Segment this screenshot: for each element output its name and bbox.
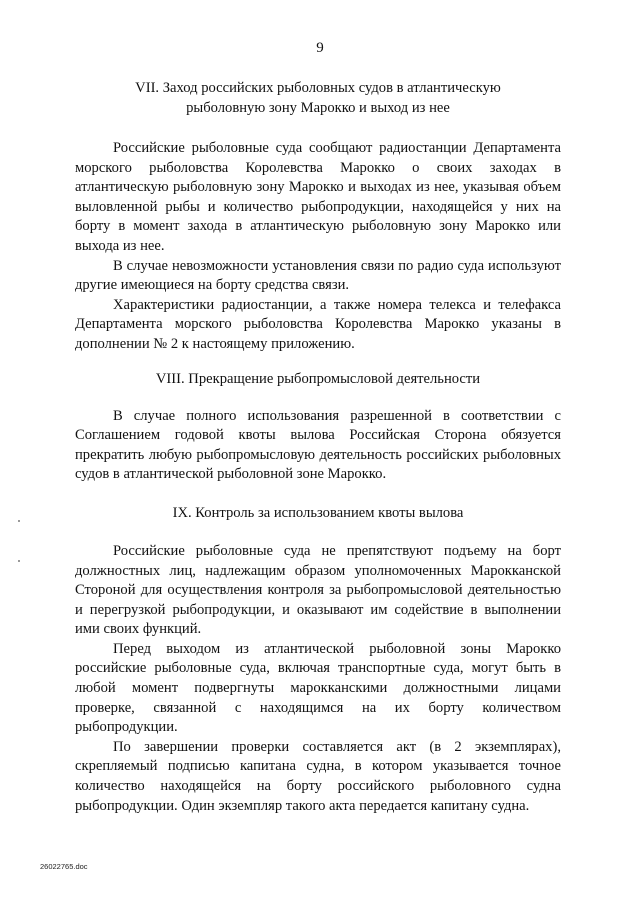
section-7-paragraph-1: Российские рыболовные суда сообщают радиостанции Департамента морского рыболовства Королевства Марокко о своих заходах в атлантическую рыболовную зону Марокко и выходах из нее, указывая объем выловленной рыбы и количество рыбопродукции, находящейся у них на борту в момент захода в атлантическую рыболовную зону Марокко или выхода из нее. — [75, 140, 561, 254]
page-number: 9 — [316, 40, 324, 56]
document-body — [75, 78, 561, 816]
section-9-title: IX. Контроль за использованием квоты вылова — [172, 504, 464, 521]
section-8-paragraph-1: В случае полного использования разрешенной в соответствии с Соглашением годовой квоты вылова Российская Сторона обязуется прекратить любую рыбопромысловую деятельность российских рыболовных судов в атлантической рыболовной зоне Марокко. — [75, 407, 561, 483]
section-9-paragraph-1: Российские рыболовные суда не препятствуют подъему на борт должностных лиц, надлежащим образом уполномоченных Марокканской Стороной для осуществления контроля за рыбопромысловой деятельностью и перегрузкой рыбопродукции, и оказывают им содействие в выполнении ими своих функций. — [75, 542, 561, 638]
section-7-title-line-2: рыболовную зону Марокко и выход из нее — [186, 100, 450, 116]
section-7-title — [75, 78, 561, 118]
section-9-paragraph-3: По завершении проверки составляется акт (в 2 экземплярах), скрепляемый подписью капитана судна, в котором указывается точное количество находящейся на борту российского рыболовного судна рыбопродукции. Один экземпляр такого акта передается капитану судна. — [75, 738, 561, 814]
section-8-title: VIII. Прекращение рыбопромысловой деятельности — [155, 370, 481, 387]
footer-filename: 26022765.doc — [40, 862, 88, 871]
scan-margin-mark — [18, 560, 20, 562]
section-9-paragraph-2: Перед выходом из атлантической рыболовной зоны Марокко российские рыболовные суда, включая транспортные суда, могут быть в любой момент подвергнуты марокканскими должностными лицами проверке, связанной с находящимся на их борту количеством рыбопродукции. — [75, 640, 561, 736]
section-7-paragraph-3: Характеристики радиостанции, а также номера телекса и телефакса Департамента морского рыболовства Королевства Марокко указаны в дополнении № 2 к настоящему приложению. — [75, 296, 561, 352]
section-7-paragraph-2: В случае невозможности установления связи по радио суда используют другие имеющиеся на борту средства связи. — [75, 257, 561, 294]
scan-margin-mark — [18, 520, 20, 522]
section-7-title-line-1: VII. Заход российских рыболовных судов в атлантическую — [135, 80, 501, 96]
